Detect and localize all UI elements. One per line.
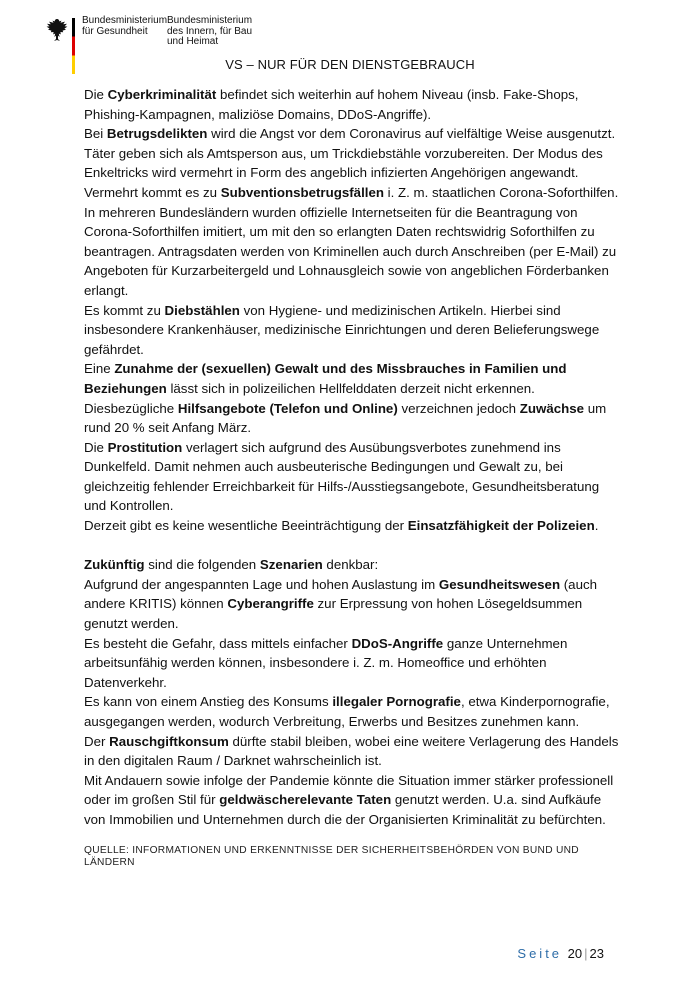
body-text: (auch andere KRITIS) können [84, 576, 598, 612]
paragraph [84, 771, 624, 830]
body-text: befindet sich weiterhin auf hohem Niveau (insb. Fake-Shops, Phishing-Kampagnen, maliziöse Domains, DDoS-Angriffe). [84, 87, 579, 122]
emphasis-text: Einsatzfähigkeit der Polizeien [407, 518, 595, 534]
emphasis-text: illegaler Pornografie [332, 694, 461, 710]
body-text: zur Erpressung von hohen Lösegeldsummen genutzt werden. [84, 596, 583, 632]
body-text: i. Z. m. staatlichen Corona-Soforthilfen. In mehreren Bundesländern wurden offizielle Internetseiten für die Beantragung von Corona-Soforthilfen imitiert, um mit den so erlangten Daten rechtswidrig Soforthilfen zu beantragen. Antragsdaten werden von Kriminellen auch durch Anschreiben (per E-Mail) zu Angeboten für Kurzarbeitergeld und Lohnausgleich sowie von angeblichen Förderbanken erlangt. [84, 184, 619, 298]
paragraph [84, 85, 624, 124]
body-text: Bei [84, 126, 107, 142]
paragraph [84, 732, 624, 771]
body-text: Aufgrund der angespannten Lage und hohen Auslastung im [84, 576, 439, 592]
emphasis-text: Rauschgiftkonsum [109, 733, 229, 749]
emphasis-text: Hilfsangebote (Telefon und Online) [177, 400, 398, 416]
emphasis-text: DDoS-Angriffe [351, 635, 444, 651]
ministry-interior-name [167, 16, 252, 48]
emphasis-text: geldwäscherelevante Taten [219, 792, 392, 808]
paragraph [84, 634, 624, 693]
ministry-health-line: für Gesundheit [82, 25, 148, 37]
paragraph [84, 438, 624, 516]
body-text: verlagert sich aufgrund des Ausübungsverbotes zunehmend ins Dunkelfeld. Damit nehmen auch ausbeuterische Bedingungen und Gewalt zu, bei gleichzeitig fehlender Erreichbarkeit für Hilfs-/Ausstiegsangebote, Gesundheitsberatung und Kontrollen. [84, 439, 600, 514]
page-total: 23 [589, 946, 604, 961]
classification-label: VS – NUR FÜR DEN DIENSTGEBRAUCH [225, 57, 475, 72]
emphasis-text: Szenarien [259, 557, 323, 573]
paragraph [84, 692, 624, 731]
paragraph [84, 516, 624, 536]
body-text: Derzeit gibt es keine wesentliche Beeinträchtigung der [84, 518, 408, 534]
page-label: Seite [517, 946, 563, 961]
body-text: Vermehrt kommt es zu [84, 184, 221, 200]
body-text: Mit Andauern sowie infolge der Pandemie könnte die Situation immer stärker professionell oder im großen Stil für [84, 772, 614, 808]
emphasis-text: Cyberangriffe [227, 596, 314, 612]
emphasis-text: Subventionsbetrugsfällen [220, 184, 384, 200]
emphasis-text: Betrugsdelikten [106, 126, 208, 142]
body-text: wird die Angst vor dem Coronavirus auf vielfältige Weise ausgenutzt. Täter geben sich als Amtsperson aus, um Trickdiebstähle vorzubereiten. Der Modus des Enkeltricks wird vermehrt in Form des angeblich infizierten Angehörigen angewandt. [84, 126, 616, 181]
body-text: Es kann von einem Anstieg des Konsums [84, 694, 333, 710]
body-text: . [594, 518, 599, 534]
paragraph-list [84, 85, 624, 830]
body-text: ganze Unternehmen arbeitsunfähig werden können, insbesondere i. Z. m. Homeoffice und erhöhten Datenverkehr. [84, 635, 568, 690]
ministry-health-line: Bundesministerium [82, 15, 168, 26]
body-text: denkbar: [322, 557, 379, 573]
paragraph [84, 555, 624, 575]
letterhead [0, 0, 700, 80]
body-text: Eine [84, 361, 115, 377]
body-text: Es besteht die Gefahr, dass mittels einfacher [84, 635, 352, 651]
body-text: , etwa Kinderpornografie, ausgegangen werden, wodurch Verbreitung, Erwerbs und Besitzes zunehmen kann. [84, 694, 610, 729]
paragraph [84, 575, 624, 634]
emphasis-text: Zunahme der (sexuellen) Gewalt und des Missbrauches in Familien und Beziehungen [84, 361, 567, 396]
body-text: um rund 20 % seit Anfang März. [84, 400, 607, 436]
emphasis-text: Cyberkriminalität [107, 87, 217, 102]
paragraph [84, 301, 624, 360]
emphasis-text: Zukünftig [84, 557, 145, 573]
paragraph [84, 183, 624, 301]
body-text: genutzt werden. U.a. sind Aufkäufe von Immobilien und Unternehmen durch die der Organisierten Kriminalität zu befürchten. [84, 792, 606, 827]
ministry-interior-line: und Heimat [167, 36, 219, 47]
federal-eagle-icon [46, 18, 68, 42]
body-text: Die [84, 439, 108, 455]
emphasis-text: Diebstählen [164, 302, 240, 318]
page-footer [517, 946, 604, 961]
ministry-interior-line: des Innern, für Bau [167, 25, 253, 37]
ministry-health-name [82, 16, 167, 37]
body-text: sind die folgenden [144, 557, 260, 573]
body-text: Es kommt zu [84, 302, 165, 318]
body-text: Der [84, 733, 110, 749]
emphasis-text: Prostitution [107, 439, 183, 455]
body-text: lässt sich in polizeilichen Hellfelddaten derzeit nicht erkennen. Diesbezügliche [84, 380, 535, 416]
emphasis-text: Zuwächse [519, 400, 585, 416]
paragraph [84, 124, 624, 183]
page-number: 20 [567, 946, 583, 961]
paragraph [84, 359, 624, 437]
body-text: verzeichnen jedoch [397, 400, 520, 416]
paragraph-gap [84, 536, 624, 556]
source-note: QUELLE: INFORMATIONEN UND ERKENNTNISSE DER SICHERHEITSBEHÖRDEN VON BUND UND LÄNDERN [84, 844, 579, 869]
emphasis-text: Gesundheitswesen [438, 576, 561, 592]
body-text: dürfte stabil bleiben, wobei eine weitere Verlagerung des Handels in den digitalen Raum / Darknet wahrscheinlich ist. [84, 733, 619, 769]
document-body [84, 85, 624, 870]
body-text: Die [84, 87, 108, 102]
ministry-interior-line: Bundesministerium [167, 15, 253, 26]
page-separator: | [584, 946, 588, 961]
body-text: von Hygiene- und medizinischen Artikeln. Hierbei sind insbesondere Krankenhäuser, medizinische Einrichtungen und deren Belieferungswege gefährdet. [84, 302, 600, 357]
